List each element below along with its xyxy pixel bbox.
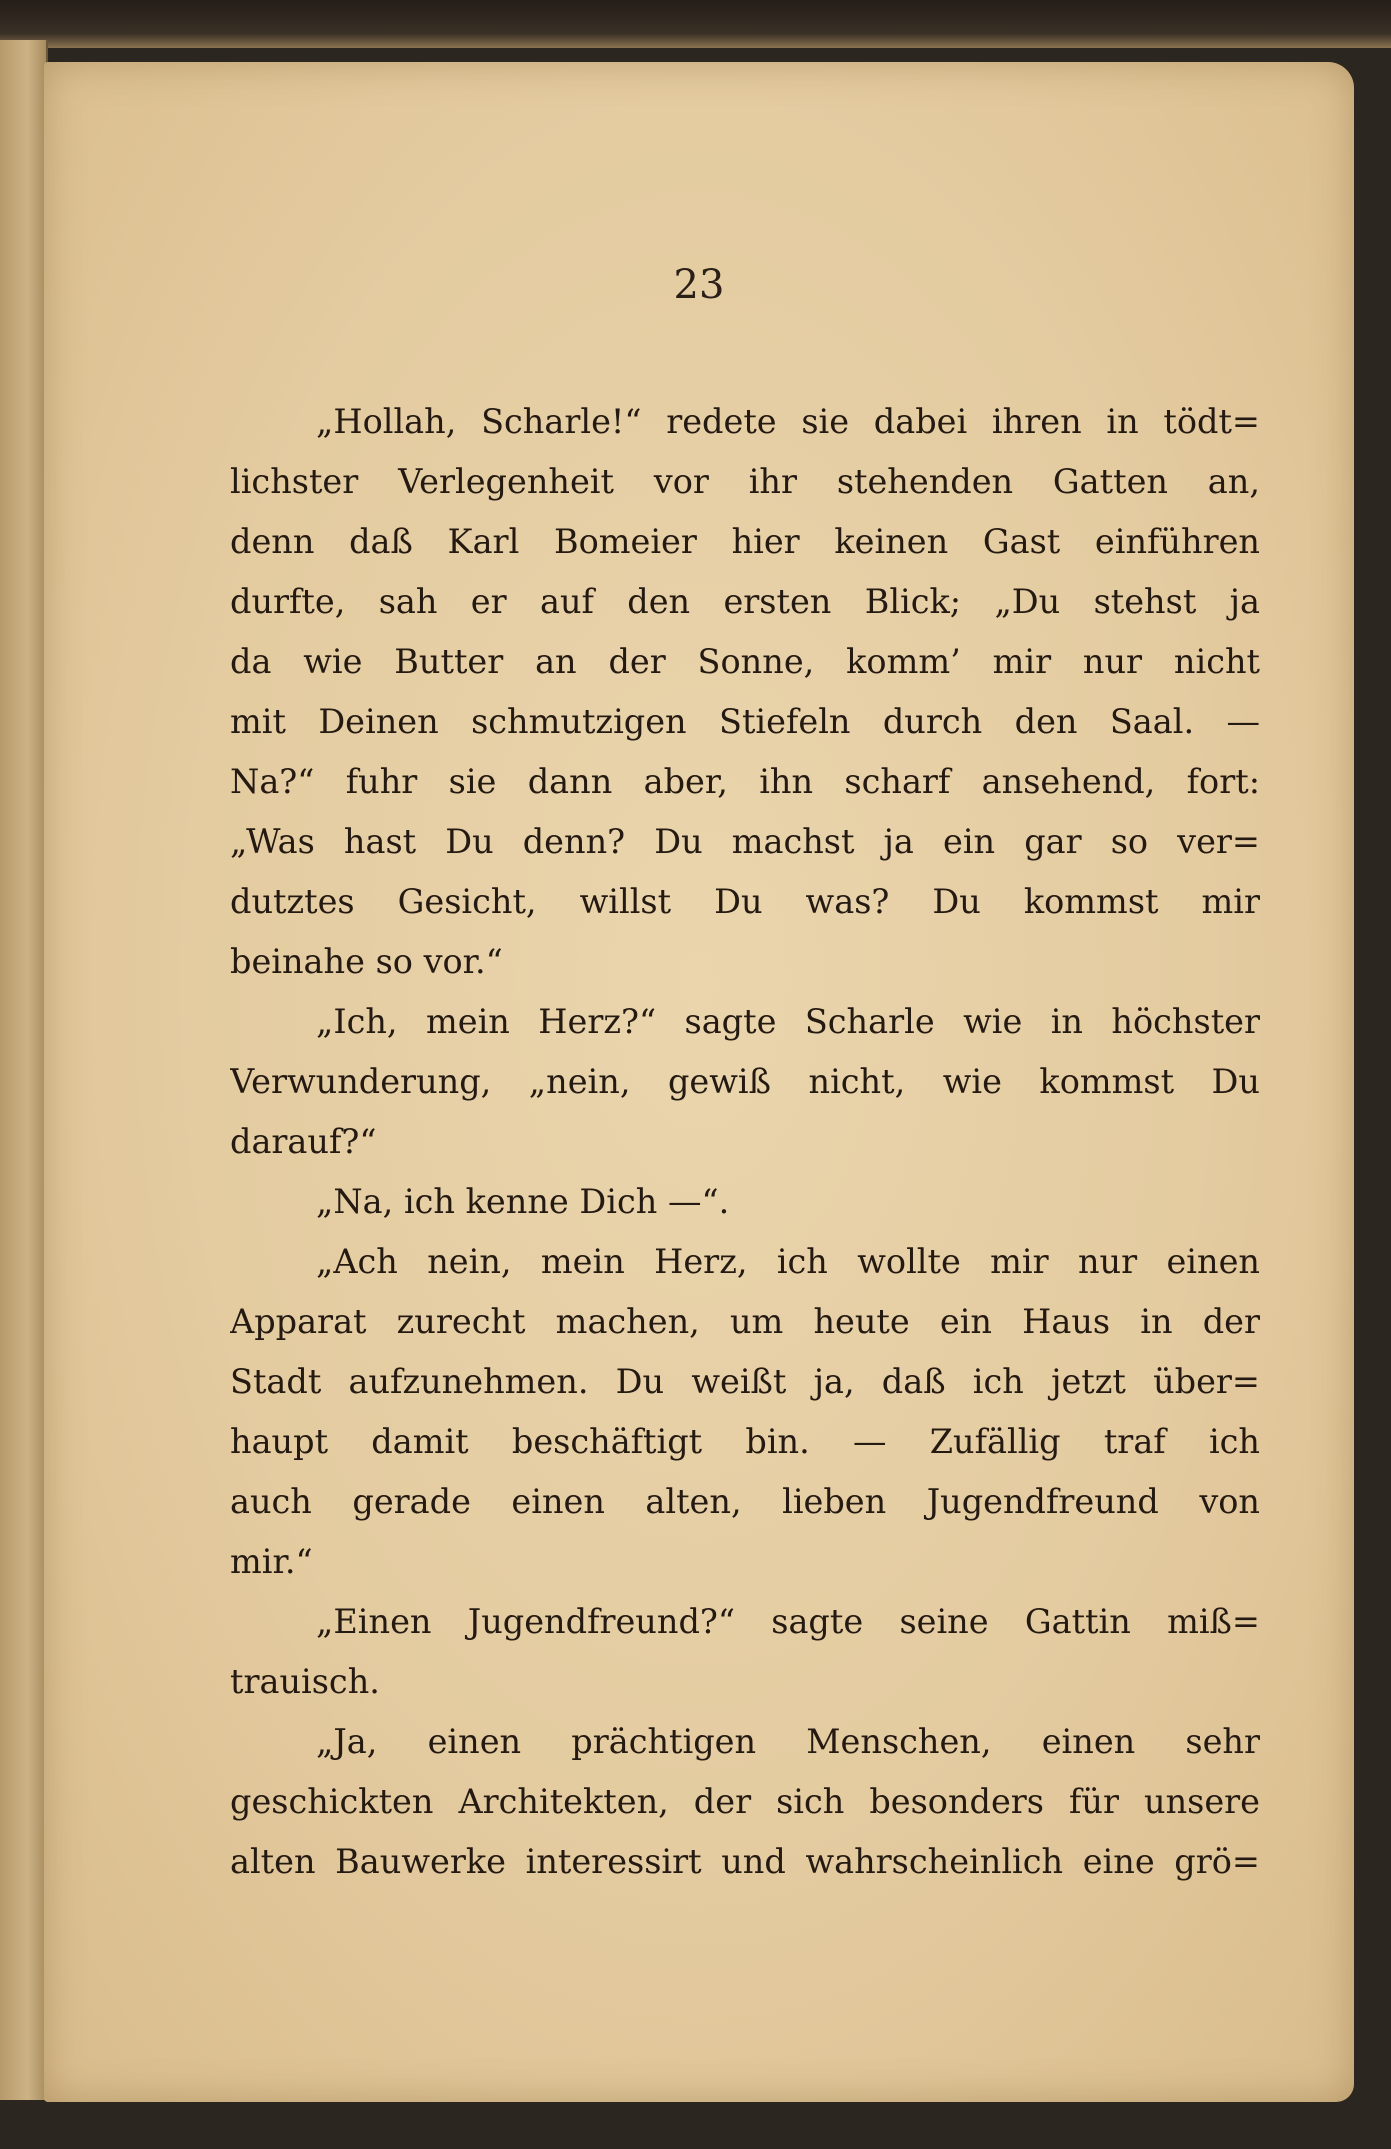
text-line: „Einen Jugendfreund?“ sagte seine Gattin miß=: [316, 1602, 1260, 1641]
text-line: haupt damit beschäftigt bin. — Zufällig traf ich: [230, 1422, 1260, 1461]
text-line: „Was hast Du denn? Du machst ja ein gar so ver=: [230, 822, 1260, 861]
facing-page-edge: [0, 40, 48, 2100]
text-line: auch gerade einen alten, lieben Jugendfreund von: [230, 1482, 1260, 1521]
text-line: Apparat zurecht machen, um heute ein Haus in der: [230, 1302, 1260, 1341]
text-line: mir.“: [230, 1542, 313, 1581]
text-line: „Ja, einen prächtigen Menschen, einen sehr: [316, 1722, 1260, 1761]
text-line: durfte, sah er auf den ersten Blick; „Du stehst ja: [230, 582, 1260, 621]
text-line: Verwunderung, „nein, gewiß nicht, wie kommst Du: [230, 1062, 1260, 1101]
page-number: 23: [673, 262, 725, 308]
text-line: geschickten Architekten, der sich besonders für unsere: [230, 1782, 1260, 1821]
text-line: „Ich, mein Herz?“ sagte Scharle wie in höchster: [316, 1002, 1260, 1041]
body-text: [230, 392, 1260, 1892]
text-line: dutztes Gesicht, willst Du was? Du kommst mir: [230, 882, 1260, 921]
text-line: beinahe so vor.“: [230, 942, 503, 981]
book-top-edge: [0, 0, 1391, 48]
book-page: [44, 62, 1354, 2102]
text-line: Stadt aufzunehmen. Du weißt ja, daß ich jetzt über=: [230, 1362, 1260, 1401]
text-line: Na?“ fuhr sie dann aber, ihn scharf ansehend, fort:: [230, 762, 1260, 801]
text-line: trauisch.: [230, 1662, 380, 1701]
text-line: denn daß Karl Bomeier hier keinen Gast einführen: [230, 522, 1260, 561]
text-line: „Hollah, Scharle!“ redete sie dabei ihren in tödt=: [316, 402, 1260, 441]
text-line: da wie Butter an der Sonne, komm’ mir nur nicht: [230, 642, 1260, 681]
text-line: lichster Verlegenheit vor ihr stehenden Gatten an,: [230, 462, 1260, 501]
text-line: darauf?“: [230, 1122, 377, 1161]
text-line: „Ach nein, mein Herz, ich wollte mir nur einen: [316, 1242, 1260, 1281]
text-line: mit Deinen schmutzigen Stiefeln durch den Saal. —: [230, 702, 1260, 741]
text-line: „Na, ich kenne Dich —“.: [316, 1182, 730, 1221]
text-line: alten Bauwerke interessirt und wahrscheinlich eine grö=: [230, 1842, 1260, 1881]
